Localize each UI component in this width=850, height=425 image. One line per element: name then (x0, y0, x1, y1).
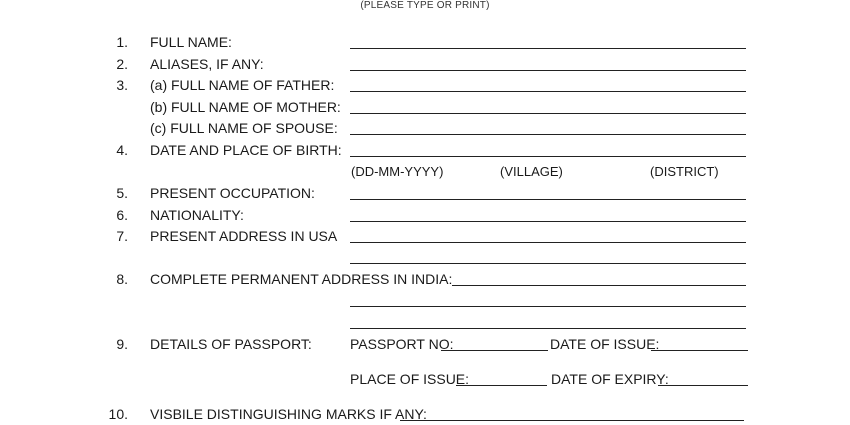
spouse-name-field[interactable] (350, 134, 746, 135)
distinguishing-marks-field[interactable] (400, 420, 744, 421)
usa-address-label: PRESENT ADDRESS IN USA (150, 228, 338, 244)
full-name-label: FULL NAME: (150, 34, 232, 50)
father-name-label: (a) FULL NAME OF FATHER: (150, 77, 335, 93)
full-name-field[interactable] (350, 48, 746, 49)
issue-place-field[interactable] (456, 385, 547, 386)
issue-place-label: PLACE OF ISSUE: (350, 371, 470, 387)
nationality-label: NATIONALITY: (150, 207, 244, 223)
india-address-field-line1[interactable] (452, 285, 746, 286)
expiry-date-field[interactable] (658, 385, 748, 386)
india-address-field-line2[interactable] (350, 306, 746, 307)
occupation-field[interactable] (350, 199, 746, 200)
issue-date-label: DATE OF ISSUE: (550, 336, 660, 352)
passport-no-label: PASSPORT NO: (350, 336, 454, 352)
birth-date-place-field[interactable] (350, 156, 746, 157)
spouse-name-label: (c) FULL NAME OF SPOUSE: (150, 120, 338, 136)
issue-date-field[interactable] (651, 350, 748, 351)
aliases-field[interactable] (350, 70, 746, 71)
father-name-field[interactable] (350, 91, 746, 92)
occupation-label: PRESENT OCCUPATION: (150, 185, 315, 201)
usa-address-field-line1[interactable] (350, 242, 746, 243)
expiry-date-label: DATE OF EXPIRY: (551, 371, 669, 387)
mother-name-field[interactable] (350, 113, 746, 114)
india-address-field-line3[interactable] (350, 328, 746, 329)
form-instruction: (PLEASE TYPE OR PRINT) (360, 0, 490, 11)
distinguishing-marks-label: VISBILE DISTINGUISHING MARKS IF ANY: (150, 406, 427, 422)
birth-date-hint: (DD-MM-YYYY) (351, 164, 444, 179)
india-address-label: COMPLETE PERMANENT ADDRESS IN INDIA: (150, 271, 453, 287)
nationality-field[interactable] (350, 221, 746, 222)
birth-village-hint: (VILLAGE) (500, 164, 563, 179)
aliases-label: ALIASES, IF ANY: (150, 56, 264, 72)
usa-address-field-line2[interactable] (350, 263, 746, 264)
birth-district-hint: (DISTRICT) (650, 164, 719, 179)
passport-no-field[interactable] (441, 350, 548, 351)
passport-details-label: DETAILS OF PASSPORT: (150, 336, 312, 352)
mother-name-label: (b) FULL NAME OF MOTHER: (150, 99, 341, 115)
birth-date-place-label: DATE AND PLACE OF BIRTH: (150, 142, 342, 158)
